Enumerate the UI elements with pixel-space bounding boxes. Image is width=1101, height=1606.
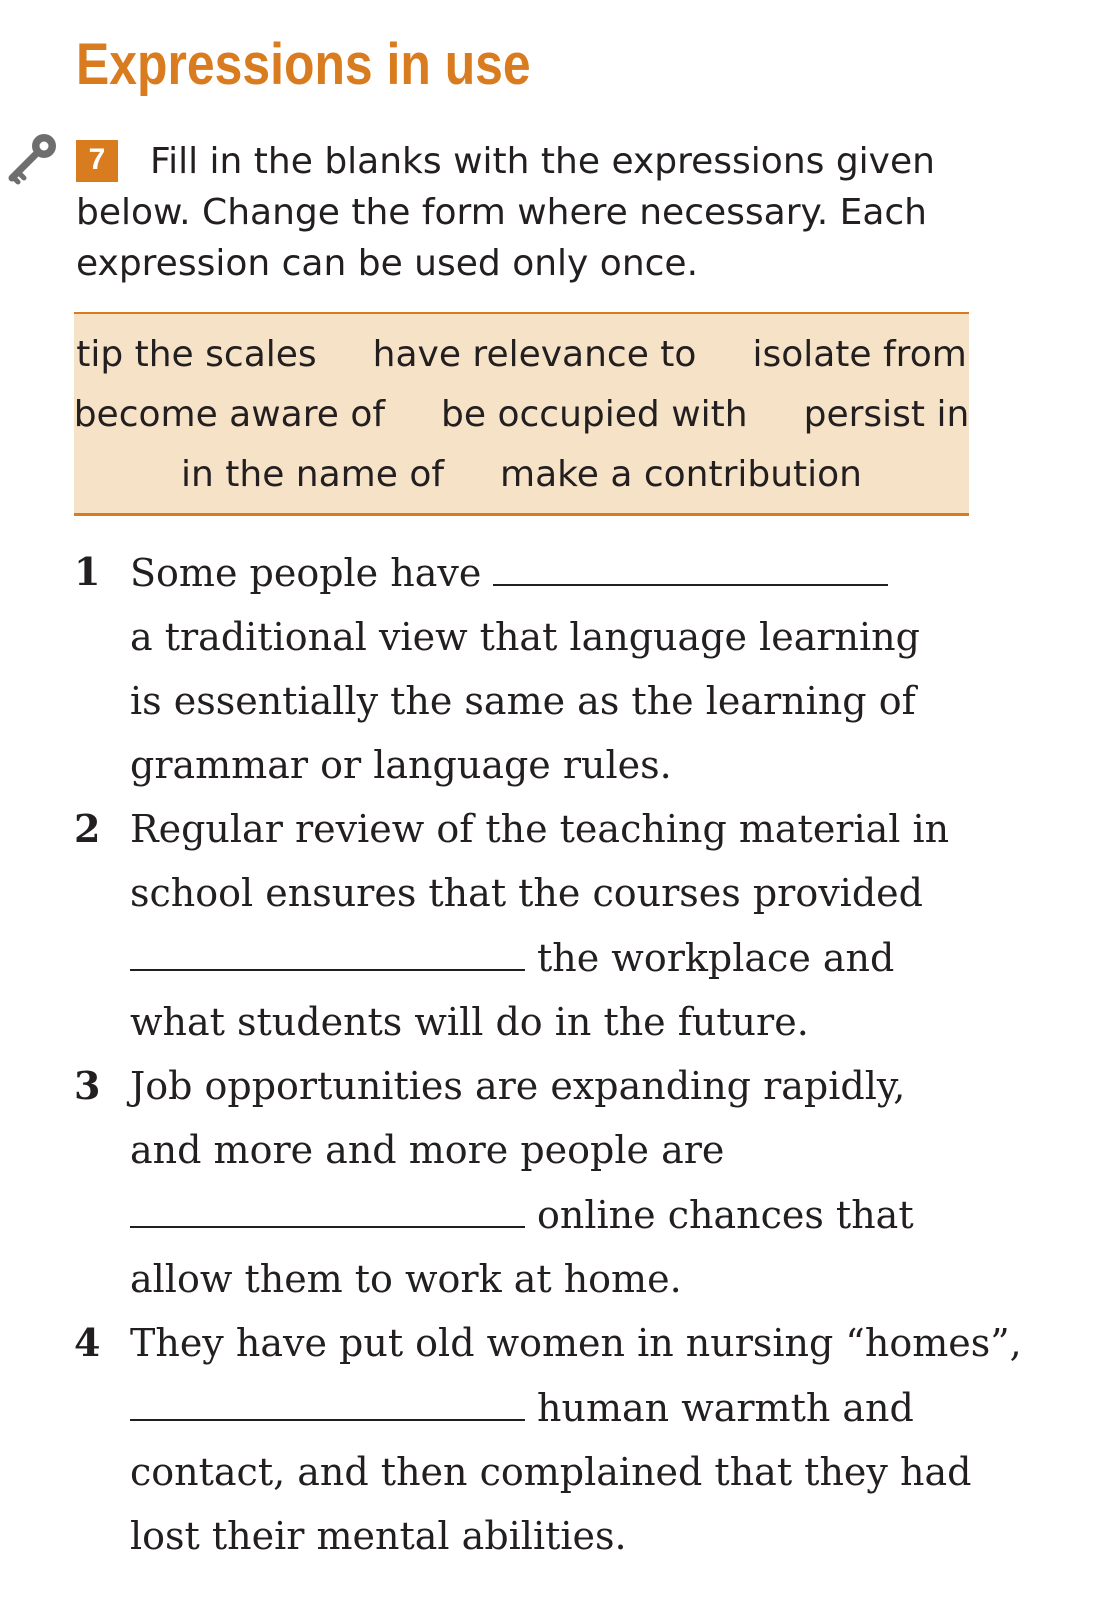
item-line: is essentially the same as the learning of (130, 679, 916, 723)
item-text: human warmth and (537, 1386, 914, 1430)
item-line: grammar or language rules. (130, 743, 672, 787)
item-line (130, 925, 984, 990)
expression-item: isolate from (752, 334, 967, 375)
exercise-instruction (76, 136, 986, 289)
item-text: Some people have (130, 551, 482, 595)
expression-row (74, 394, 969, 435)
exercise-number-badge: 7 (76, 140, 118, 182)
expression-row (74, 454, 969, 495)
item-line: Regular review of the teaching material in (130, 807, 950, 851)
answer-blank[interactable] (130, 925, 525, 971)
item-line: allow them to work at home. (130, 1257, 682, 1301)
expression-item: tip the scales (76, 334, 317, 375)
expression-item: in the name of (181, 454, 445, 495)
expression-item: persist in (803, 394, 970, 435)
expression-item: have relevance to (372, 334, 697, 375)
item-line: They have put old women in nursing “homes”, (130, 1321, 1022, 1365)
item-line: what students will do in the future. (130, 1000, 809, 1044)
expression-box (74, 312, 969, 516)
page-title: Expressions in use (76, 32, 531, 97)
exercise-item-4 (74, 1311, 1022, 1568)
item-text: the workplace and (537, 936, 895, 980)
item-line: lost their mental abilities. (130, 1514, 627, 1558)
item-line (130, 1182, 984, 1247)
answer-blank[interactable] (493, 540, 888, 586)
expression-item: make a contribution (500, 454, 862, 495)
item-line: Job opportunities are expanding rapidly, (130, 1064, 906, 1108)
instruction-text: Fill in the blanks with the expressions given below. Change the form where necessary. Each expression can be used only once. (76, 141, 935, 284)
item-line: a traditional view that language learning (130, 615, 920, 659)
item-line: and more and more people are (130, 1128, 725, 1172)
item-text: online chances that (537, 1193, 914, 1237)
expression-row (74, 334, 969, 375)
item-number: 2 (74, 806, 101, 851)
exercise-item-2 (74, 797, 984, 1054)
answer-blank[interactable] (130, 1375, 525, 1421)
item-line: contact, and then complained that they had (130, 1450, 972, 1494)
exercise-items (74, 540, 1022, 1568)
expression-item: become aware of (73, 394, 386, 435)
item-line: school ensures that the courses provided (130, 871, 923, 915)
exercise-item-3 (74, 1054, 984, 1311)
item-number: 4 (74, 1320, 101, 1365)
key-icon (4, 130, 62, 186)
item-number: 1 (74, 549, 101, 594)
item-line (130, 540, 984, 605)
item-line (130, 1375, 984, 1440)
exercise-item-1 (74, 540, 984, 797)
expression-item: be occupied with (441, 394, 748, 435)
answer-blank[interactable] (130, 1182, 525, 1228)
item-number: 3 (74, 1063, 101, 1108)
